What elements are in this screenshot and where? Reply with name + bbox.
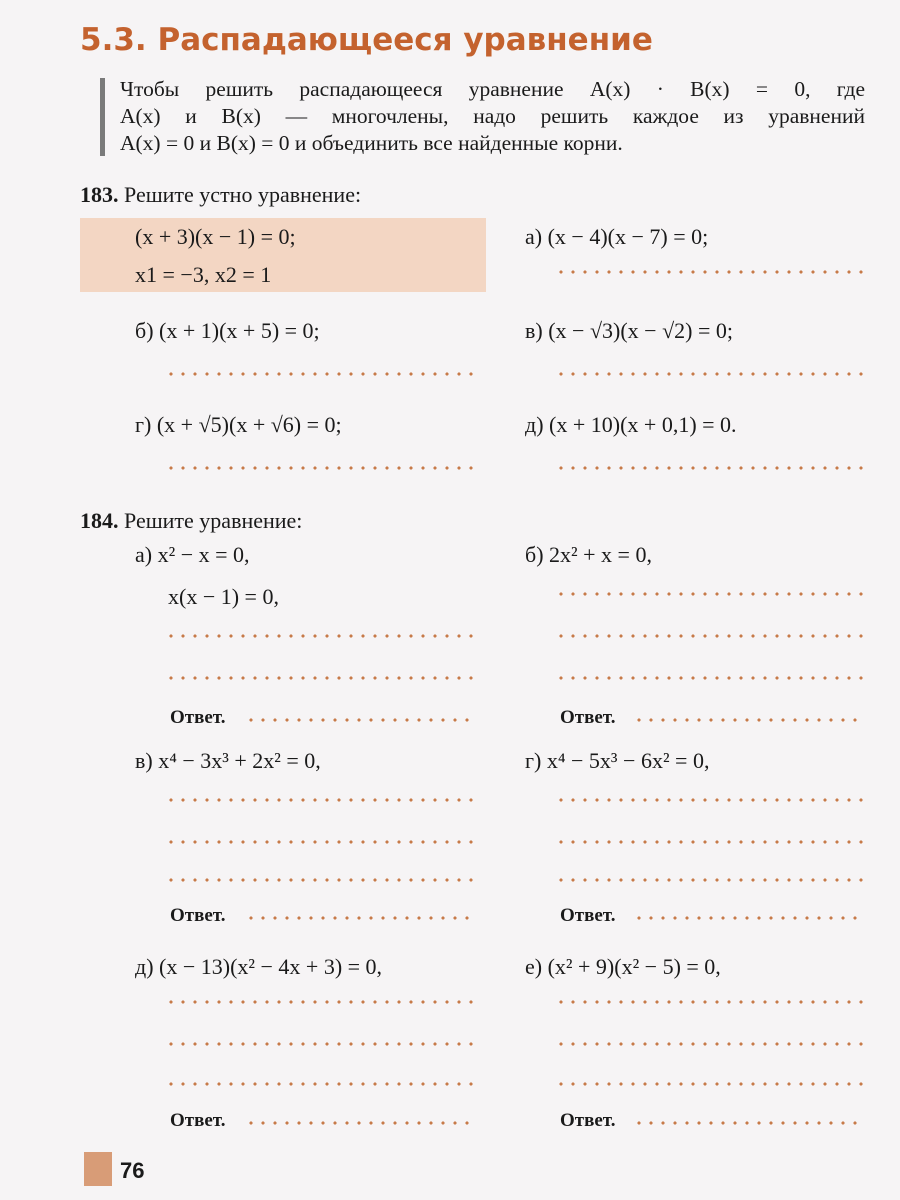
answer-line[interactable] xyxy=(555,1082,865,1086)
equation: (x − 4)(x − 7) = 0; xyxy=(547,224,709,249)
item-label: а) xyxy=(135,542,153,567)
answer-line[interactable] xyxy=(165,878,475,882)
task-number: 183. xyxy=(80,182,119,207)
rule-line-2: A(x) и B(x) — многочлены, надо решить каждое из уравнений xyxy=(120,104,865,128)
equation: x² − x = 0, xyxy=(157,542,250,567)
answer-line[interactable] xyxy=(165,372,475,376)
answer-line[interactable] xyxy=(165,840,475,844)
answer-line[interactable] xyxy=(165,634,475,638)
answer-line[interactable] xyxy=(245,916,475,920)
item-label: д) xyxy=(525,412,544,437)
task-184a xyxy=(135,542,250,568)
item-label: б) xyxy=(525,542,544,567)
task-183g xyxy=(135,412,342,438)
task-prompt: Решите устно уравнение: xyxy=(124,182,362,207)
answer-label: Ответ. xyxy=(560,1110,616,1131)
answer-line[interactable] xyxy=(555,840,865,844)
answer-label: Ответ. xyxy=(170,1110,226,1131)
answer-line[interactable] xyxy=(165,1082,475,1086)
item-label: а) xyxy=(525,224,543,249)
item-label: г) xyxy=(525,748,542,773)
answer-line[interactable] xyxy=(165,798,475,802)
task-prompt: Решите уравнение: xyxy=(124,508,303,533)
answer-line[interactable] xyxy=(555,798,865,802)
task-183-heading xyxy=(80,182,361,208)
answer-line[interactable] xyxy=(555,634,865,638)
answer-line[interactable] xyxy=(555,1000,865,1004)
task-184-heading xyxy=(80,508,302,534)
answer-line[interactable] xyxy=(245,718,475,722)
item-label: д) xyxy=(135,954,154,979)
item-label: в) xyxy=(525,318,543,343)
task-183d xyxy=(525,412,737,438)
answer-line[interactable] xyxy=(633,916,865,920)
item-label: е) xyxy=(525,954,543,979)
equation: (x − 13)(x² − 4x + 3) = 0, xyxy=(159,954,383,979)
task-184v xyxy=(135,748,321,774)
task-183v xyxy=(525,318,733,344)
equation: (x² + 9)(x² − 5) = 0, xyxy=(547,954,721,979)
task-184g xyxy=(525,748,709,774)
task-184e xyxy=(525,954,721,980)
answer-line[interactable] xyxy=(555,1042,865,1046)
section-title: 5.3. Распадающееся уравнение xyxy=(80,22,653,58)
task-184b xyxy=(525,542,652,568)
answer-line[interactable] xyxy=(555,676,865,680)
item-label: б) xyxy=(135,318,154,343)
item-label: в) xyxy=(135,748,153,773)
task-184d xyxy=(135,954,382,980)
answer-line[interactable] xyxy=(165,466,475,470)
answer-line[interactable] xyxy=(165,1000,475,1004)
answer-line[interactable] xyxy=(165,1042,475,1046)
answer-label: Ответ. xyxy=(560,707,616,728)
rule-line-3: A(x) = 0 и B(x) = 0 и объединить все найденные корни. xyxy=(120,131,623,155)
answer-line[interactable] xyxy=(633,1121,865,1125)
answer-line[interactable] xyxy=(245,1121,475,1125)
answer-line[interactable] xyxy=(633,718,865,722)
task-number: 184. xyxy=(80,508,119,533)
example-equation: (x + 3)(x − 1) = 0; xyxy=(135,224,296,249)
equation: (x + 10)(x + 0,1) = 0. xyxy=(549,412,737,437)
answer-line[interactable] xyxy=(555,372,865,376)
equation: (x + 1)(x + 5) = 0; xyxy=(159,318,320,343)
equation: x⁴ − 5x³ − 6x² = 0, xyxy=(546,748,710,773)
answer-line[interactable] xyxy=(555,270,865,274)
page-number-marker xyxy=(84,1152,112,1186)
rule-line-1: Чтобы решить распадающееся уравнение A(x) · B(x) = 0, где xyxy=(120,77,865,101)
rule-box xyxy=(120,76,865,157)
equation: (x − √3)(x − √2) = 0; xyxy=(548,318,734,343)
equation: x⁴ − 3x³ + 2x² = 0, xyxy=(158,748,321,773)
rule-bar xyxy=(100,78,105,156)
answer-line[interactable] xyxy=(165,676,475,680)
equation: 2x² + x = 0, xyxy=(549,542,652,567)
answer-line[interactable] xyxy=(555,878,865,882)
item-label: г) xyxy=(135,412,152,437)
equation: (x + √5)(x + √6) = 0; xyxy=(156,412,342,437)
task-183a xyxy=(525,224,708,250)
answer-label: Ответ. xyxy=(560,905,616,926)
answer-line[interactable] xyxy=(555,592,865,596)
example-roots: x1 = −3, x2 = 1 xyxy=(135,262,272,287)
task-184a-step: x(x − 1) = 0, xyxy=(168,584,279,609)
answer-label: Ответ. xyxy=(170,905,226,926)
answer-line[interactable] xyxy=(555,466,865,470)
answer-label: Ответ. xyxy=(170,707,226,728)
page-number: 76 xyxy=(120,1158,145,1183)
task-183b xyxy=(135,318,320,344)
